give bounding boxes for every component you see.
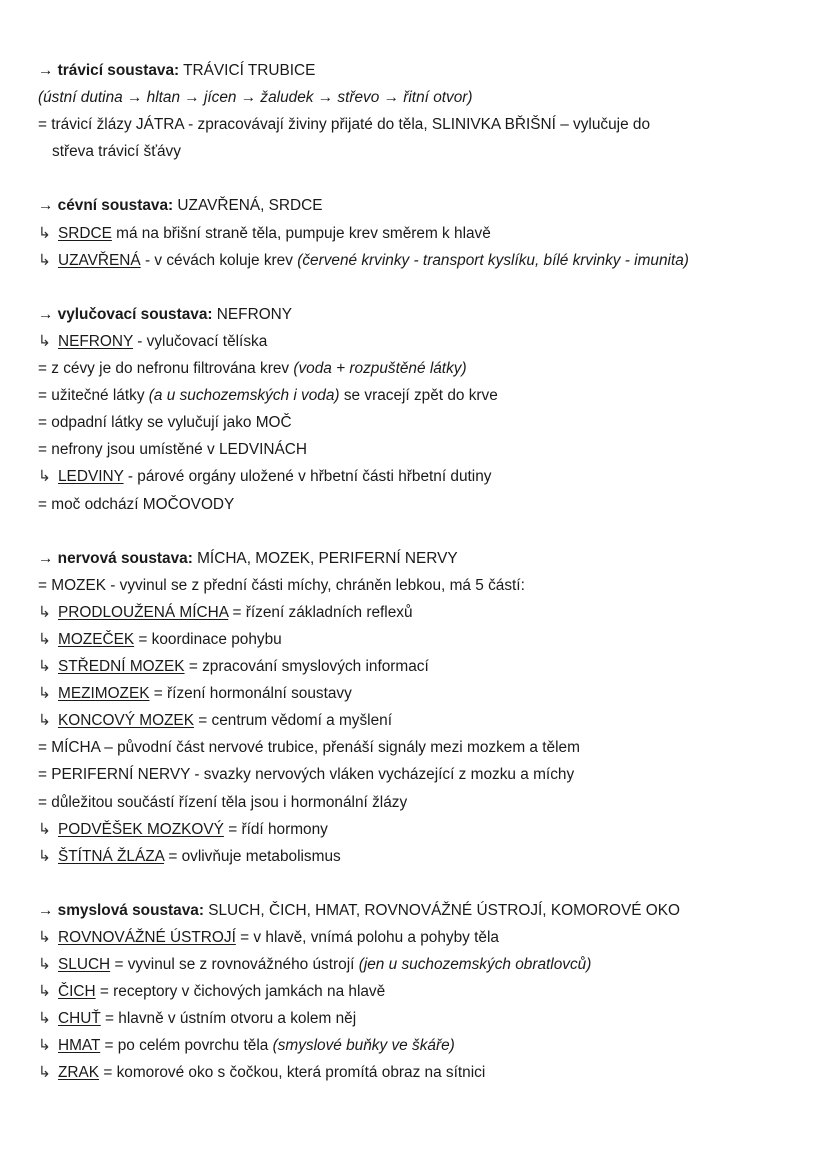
section-heading-circulatory: → cévní soustava: UZAVŘENÁ, SRDCE xyxy=(38,197,323,215)
sub-item: ↳ ZRAK = komorové oko s čočkou, která promítá obraz na sítnici xyxy=(38,1059,818,1086)
section-heading-digestive: → trávicí soustava: TRÁVICÍ TRUBICE xyxy=(38,62,316,79)
sub-arrow-icon: ↳ xyxy=(38,332,51,350)
sub-arrow-icon: ↳ xyxy=(38,1037,51,1055)
text-line: = nefrony jsou umístěné v LEDVINÁCH xyxy=(38,441,308,459)
sub-item: ↳ MEZIMOZEK = řízení hormonální soustavy xyxy=(38,680,818,707)
sub-item: ↳ STŘEDNÍ MOZEK = zpracování smyslových informací xyxy=(38,653,818,680)
sub-arrow-icon: ↳ xyxy=(38,685,51,703)
sub-item: ↳ HMAT = po celém povrchu těla (smyslové buňky ve škáře) xyxy=(38,1032,818,1059)
text-line: = trávicí žlázy JÁTRA - zpracovávají živiny přijaté do těla, SLINIVKA BŘIŠNÍ – vylučuje do xyxy=(38,116,651,134)
sub-arrow-icon: ↳ xyxy=(38,603,51,621)
text-line: = odpadní látky se vylučují jako MOČ xyxy=(38,414,292,432)
digestive-tract-path: (ústní dutina → hltan → jícen → žaludek → střevo → řitní otvor) xyxy=(38,89,473,107)
sub-arrow-icon: ↳ xyxy=(38,956,51,974)
sub-arrow-icon: ↳ xyxy=(38,847,51,865)
sub-arrow-icon: ↳ xyxy=(38,929,51,946)
sub-item: ↳ LEDVINY - párové orgány uložené v hřbetní části hřbetní dutiny xyxy=(38,463,818,490)
section-heading-excretory: → vylučovací soustava: NEFRONY xyxy=(38,305,293,323)
sub-item: ↳ ČICH = receptory v čichových jamkách na hlavě xyxy=(38,978,818,1005)
notes-document xyxy=(38,57,818,1087)
text-line: = moč odchází MOČOVODY xyxy=(38,495,235,513)
section-heading-sensory: → smyslová soustava: SLUCH, ČICH, HMAT, ROVNOVÁŽNÉ ÚSTROJÍ, KOMOROVÉ OKO xyxy=(38,901,680,919)
sub-item: ↳ CHUŤ = hlavně v ústním otvoru a kolem něj xyxy=(38,1005,818,1032)
sub-arrow-icon: ↳ xyxy=(38,658,51,676)
sub-item: ↳ SLUCH = vyvinul se z rovnovážného ústrojí (jen u suchozemských obratlovců) xyxy=(38,951,818,978)
sub-arrow-icon: ↳ xyxy=(38,712,51,730)
sub-item: ↳ KONCOVÝ MOZEK = centrum vědomí a myšlení xyxy=(38,707,818,734)
text-line: = z cévy je do nefronu filtrována krev (voda + rozpuštěné látky) xyxy=(38,360,467,378)
text-line: = důležitou součástí řízení těla jsou i hormonální žlázy xyxy=(38,793,408,811)
sub-arrow-icon: ↳ xyxy=(38,468,51,486)
sub-item: ↳ PRODLOUŽENÁ MÍCHA = řízení základních reflexů xyxy=(38,599,818,626)
text-line: = MOZEK - vyvinul se z přední části míchy, chráněn lebkou, má 5 částí: xyxy=(38,576,525,594)
sub-arrow-icon: ↳ xyxy=(38,983,51,1001)
sub-item: ↳ NEFRONY - vylučovací tělíska xyxy=(38,328,818,355)
section-heading-nervous: → nervová soustava: MÍCHA, MOZEK, PERIFERNÍ NERVY xyxy=(38,549,458,567)
sub-arrow-icon: ↳ xyxy=(38,251,51,269)
sub-arrow-icon: ↳ xyxy=(38,630,51,648)
sub-item: ↳ ŠTÍTNÁ ŽLÁZA = ovlivňuje metabolismus xyxy=(38,843,818,870)
sub-item: ↳ ROVNOVÁŽNÉ ÚSTROJÍ = v hlavě, vnímá polohu a pohyby těla xyxy=(38,924,818,951)
sub-item: ↳ MOZEČEK = koordinace pohybu xyxy=(38,626,818,653)
text-line: = MÍCHA – původní část nervové trubice, přenáší signály mezi mozkem a tělem xyxy=(38,739,580,757)
sub-arrow-icon: ↳ xyxy=(38,820,51,838)
text-line: střeva trávicí šťávy xyxy=(52,143,181,161)
text-line: = PERIFERNÍ NERVY - svazky nervových vláken vycházející z mozku a míchy xyxy=(38,766,575,784)
sub-item: ↳ SRDCE má na břišní straně těla, pumpuje krev směrem k hlavě xyxy=(38,220,818,247)
text-line: = užitečné látky (a u suchozemských i voda) se vracejí zpět do krve xyxy=(38,387,498,405)
sub-item: ↳ UZAVŘENÁ - v cévách koluje krev (červené krvinky - transport kyslíku, bílé krvinky - imunita) xyxy=(38,247,818,274)
sub-arrow-icon: ↳ xyxy=(38,1064,51,1082)
sub-arrow-icon: ↳ xyxy=(38,224,51,242)
sub-item: ↳ PODVĚŠEK MOZKOVÝ = řídí hormony xyxy=(38,816,818,843)
sub-arrow-icon: ↳ xyxy=(38,1010,51,1028)
